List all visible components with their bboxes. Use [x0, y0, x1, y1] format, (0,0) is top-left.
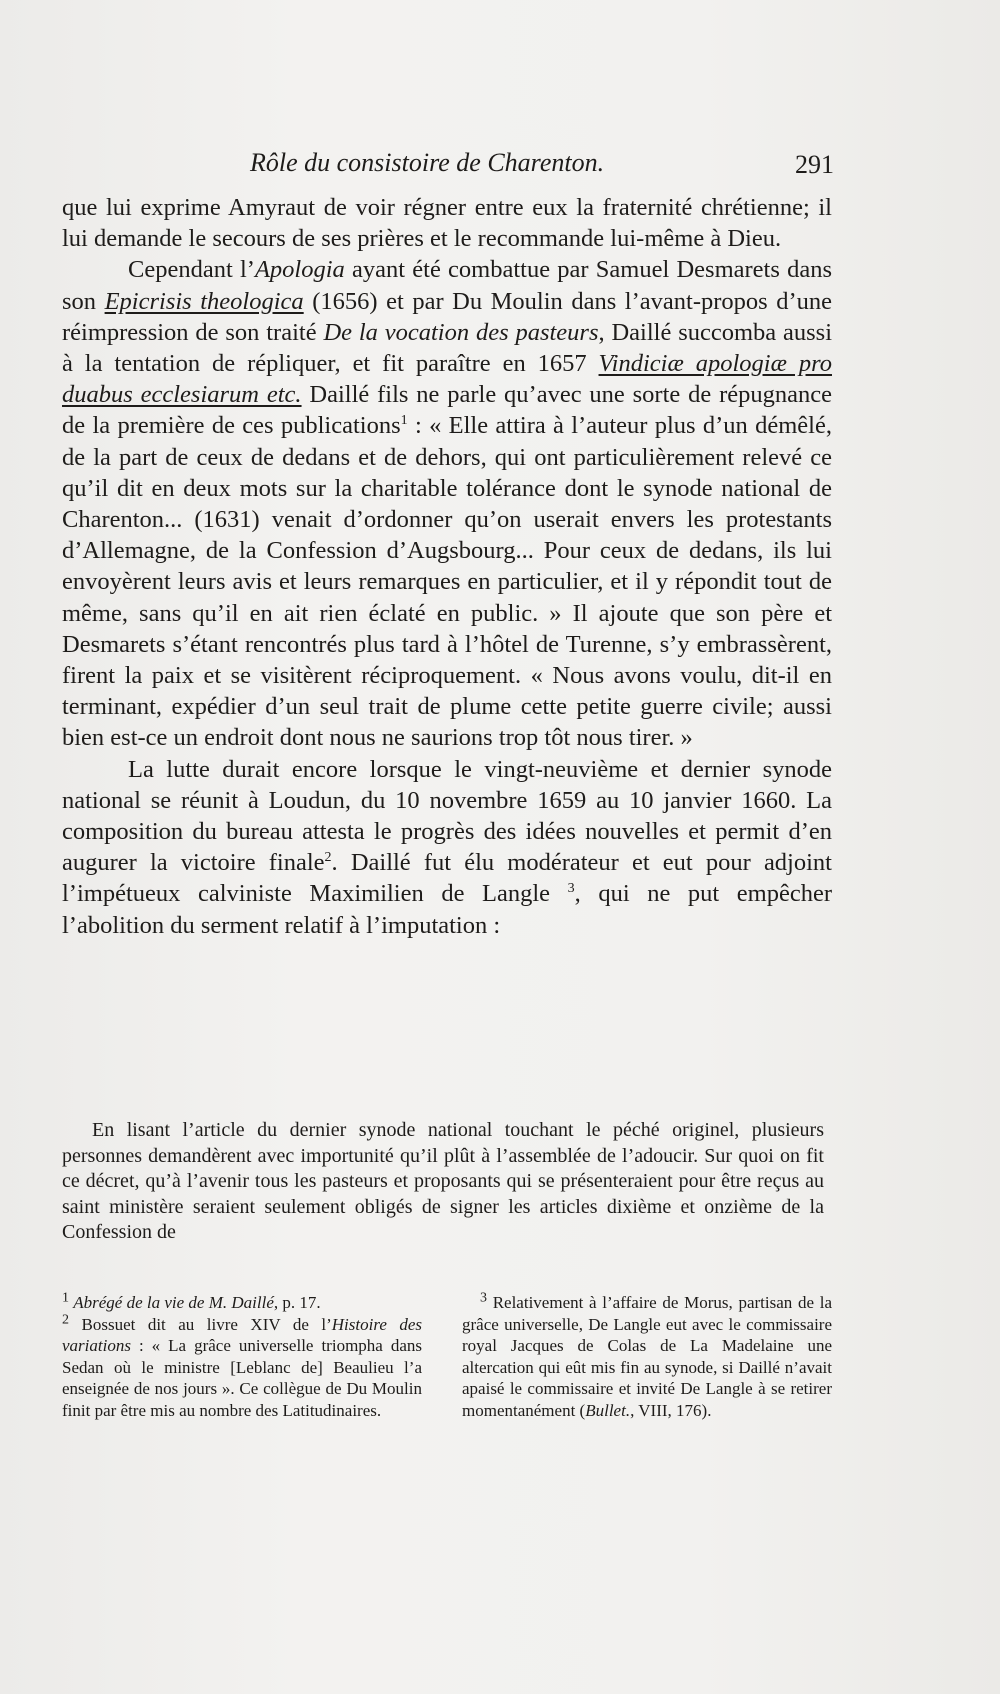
footnote-number: 3 — [480, 1290, 487, 1306]
text-run: La lutte durait encore lorsque le vingt-neuvième et dernier synode national se réunit à Loudun, du 10 novembre 1659 au 10 janvier 1660. La composition du bureau attesta le progrès des idées nouvelles et permit d’en augurer la victoire finale — [62, 755, 832, 877]
page-header — [60, 148, 840, 188]
text-run: , qui ne put empêcher l’abolition du serment relatif à l’imputation : — [62, 880, 833, 939]
footnote-number: 1 — [62, 1290, 69, 1306]
text-run: . Daillé fut élu modérateur et eut pour adjoint l’impétueux calviniste Maximilien de Langle — [62, 849, 832, 908]
text-run: Daillé fils ne parle qu’avec une sorte de répugnance de la première de ces publications — [62, 381, 832, 440]
footnote-title: Abrégé de la vie de M. Daillé — [73, 1293, 274, 1312]
footnotes-right-column — [462, 1292, 832, 1421]
quoted-extract — [62, 1118, 824, 1246]
footnote-ref-3: 3 — [567, 881, 575, 897]
extract-text: En lisant l’article du dernier synode national touchant le péché originel, plusieurs personnes demandèrent avec importunité qu’il plût à l’assemblée de l’adoucir. Sur quoi on fit ce décret, qu’à l’avenir tous les pasteurs et proposants qui se présenteraient pour être reçus au saint ministère seraient seulement obligés de signer les articles dixième et onzième de la Confession de — [62, 1119, 824, 1243]
footnote-3 — [462, 1292, 832, 1421]
text-run: , p. 17. — [273, 1293, 321, 1312]
footnotes-left-column — [62, 1292, 422, 1421]
paragraph-2 — [62, 254, 832, 753]
page-number: 291 — [795, 150, 834, 179]
footnote-2 — [62, 1311, 423, 1422]
title-epicrisis: Epicrisis theologica — [104, 287, 304, 315]
footnote-1 — [62, 1292, 422, 1314]
text-run: (1656) et par Du Moulin dans l’avant-propos d’une réimpression de son traité — [62, 287, 832, 346]
text-run: Cependant l’ — [128, 256, 255, 284]
title-apologia: Apologia — [254, 256, 345, 284]
footnote-title: Histoire des variations — [62, 1314, 423, 1355]
text-run: , Daillé succomba aussi à la tentation de répliquer, et fit paraître en 1657 — [62, 318, 833, 378]
text-run: Relativement à l’affaire de Morus, partisan de la grâce universelle, De Langle eut avec le commissaire royal Jacques de Colas de La Madelaine une altercation qui eût mis fin au synode, si Daillé n’avait apaisé le commissaire et invité De Langle à se retirer momentanément ( — [462, 1293, 833, 1420]
text-run: ayant été combattue par Samuel Desmarets dans son — [62, 256, 832, 315]
title-vindiciae: Vindiciæ apologiæ pro duabus ecclesiarum etc. — [62, 350, 832, 409]
footnote-ref-2: 2 — [324, 850, 332, 866]
text-run: Bossuet dit au livre XIV de l’ — [81, 1314, 332, 1334]
text-run: , VIII, 176). — [630, 1400, 712, 1420]
paragraph-1: que lui exprime Amyraut de voir régner entre eux la fraternité chrétienne; il lui demande le secours de ses prières et le recommande lui-même à Dieu. — [62, 194, 832, 253]
text-run: : « La grâce universelle triompha dans Sedan où le ministre [Leblanc de] Beaulieu l’a enseignée de nos jours ». Ce collègue de Du Moulin finit par être mis au nombre des Latitudinaires. — [62, 1336, 422, 1420]
footnote-number: 2 — [62, 1311, 69, 1327]
running-title: Rôle du consistoire de Charenton. — [250, 148, 605, 177]
footnote-ref-1: 1 — [400, 413, 408, 429]
title-vocation: De la vocation des pasteurs — [323, 318, 599, 346]
main-text — [62, 192, 832, 941]
footnote-title: Bullet. — [585, 1400, 631, 1420]
paragraph-3 — [62, 754, 832, 941]
text-run: : « Elle attira à l’auteur plus d’un démêlé, de la part de ceux de dedans et de dehors, qui ont particulièrement relevé ce qu’il dit en deux mots sur la charitable tolérance dont le synode national de Charenton... (1631) venait d’ordonner qu’on userait envers les protestants d’Allemagne, de la Confession d’Augsbourg... Pour ceux de dedans, ils lui envoyèrent leurs avis et leurs remarques en particulier, et il y répondit tout de même, sans qu’il en ait rien éclaté en public. » Il ajoute que son père et Desmarets s’étant rencontrés plus tard à l’hôtel de Turenne, s’y embrassèrent, firent la paix et se visitèrent réciproquement. « Nous avons voulu, dit-il en terminant, expédier d’un seul trait de plume cette petite guerre civile; aussi bien est-ce un endroit dont nous ne saurions trop tôt nous tirer. » — [62, 412, 832, 752]
